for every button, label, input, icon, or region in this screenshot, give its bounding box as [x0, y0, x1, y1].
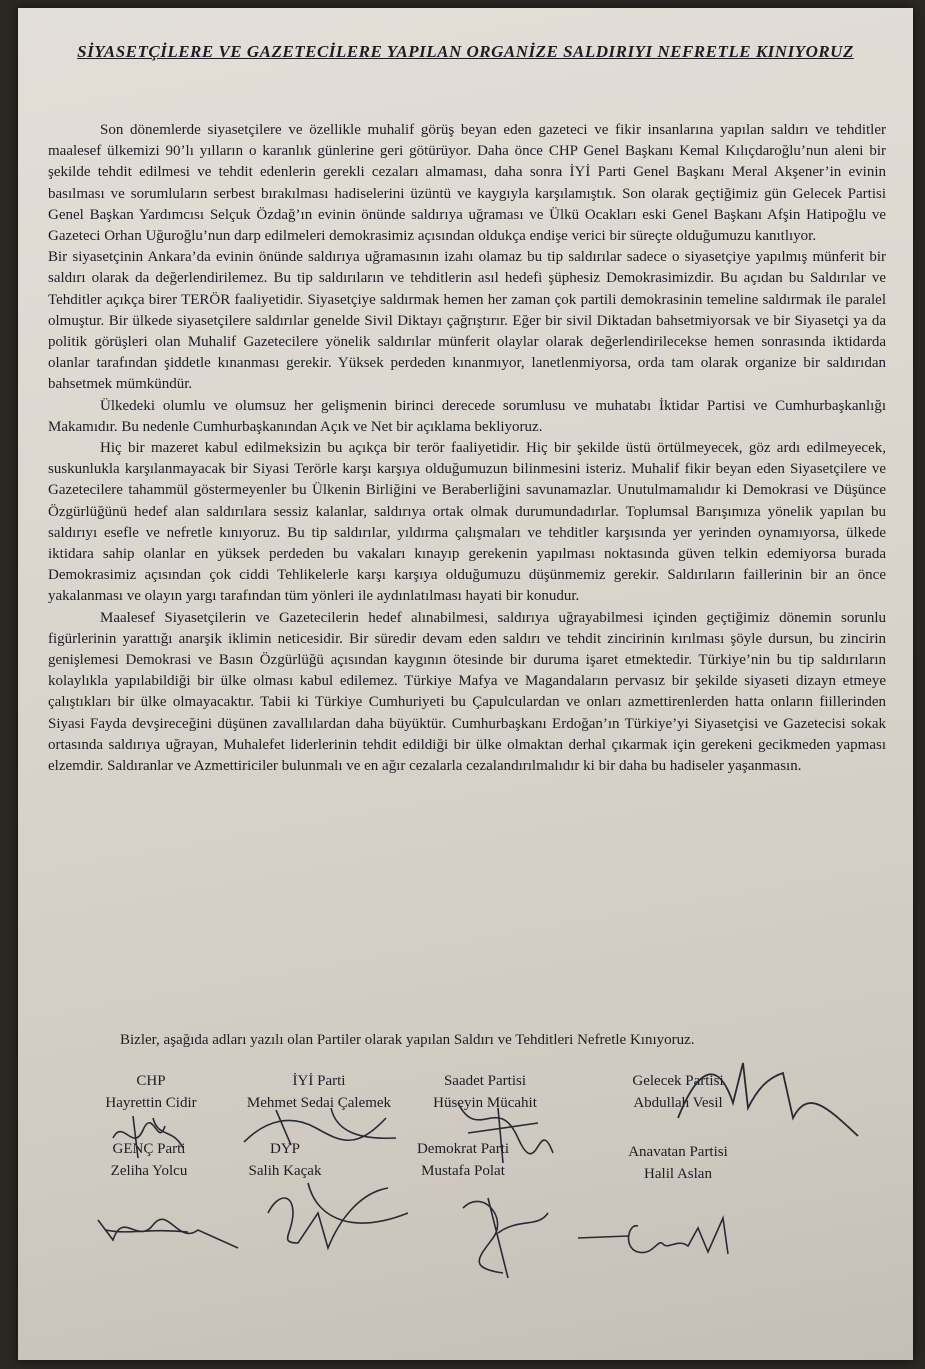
- signature-scribble: [236, 1100, 416, 1160]
- signatory-party: DYP: [269, 1141, 300, 1157]
- paragraph: Ülkedeki olumlu ve olumsuz her gelişmenin birinci derecede sorumlusu ve muhatabı İktidar Partisi ve Cumhurbaşkanlığı Makamıdır. Bu nedenle Cumhurbaşkanından Açık ve Net bir açıklama bekliyoruz.: [48, 397, 886, 435]
- signatory-name: Mustafa Polat: [421, 1163, 505, 1179]
- signature-scribble: [248, 1173, 418, 1263]
- document-page: [18, 8, 913, 1360]
- signatory-name: Hayrettin Cidir: [105, 1095, 197, 1111]
- signature-scribble: [103, 1108, 203, 1168]
- signature-scribble: [658, 1048, 868, 1138]
- signatory-name: Zeliha Yolcu: [110, 1163, 188, 1179]
- paragraph: Son dönemlerde siyasetçilere ve özellikle muhalif görüş beyan eden gazeteci ve fikir insanlarına yapılan saldırı ve tehditler maalesef ülkemizi 90’lı yılların o karanlık günlerine geri götürüyor. Daha önce CHP Genel Başkanı Kemal Kılıçdaroğlu’nun aleni bir şekilde tehdit edilmesi ve tehdit edenlerin gerekli cezaları almaması, daha sonra İYİ Parti Genel Başkanı Meral Akşener’in evinin basılması ve sorumluların serbest bırakılması hadiselerini üzüntü ve kaygıyla karşılamıştık. Son olarak geçtiğimiz gün Gelecek Partisi Genel Başkan Yardımcısı Selçuk Özdağ’ın evinin önünde saldırıya uğraması ve Ülkü Ocakları eski Genel Başkanı Afşin Hatipoğlu ve Gazeteci Orhan Uğuroğlu’nun darp edilmeleri demokrasimiz açısından oldukça endişe verici bir süreçte olduğumuzu kanıtlıyor.: [48, 122, 886, 245]
- signature-scribble: [568, 1208, 738, 1268]
- signatory-party: Saadet Partisi: [443, 1073, 527, 1089]
- signatory-party: GENÇ Parti: [112, 1141, 186, 1157]
- signatory-name: Halil Aslan: [644, 1166, 712, 1182]
- signatory-name: Abdullah Vesil: [633, 1095, 723, 1111]
- signature-scribble: [88, 1200, 248, 1260]
- document-body: [48, 120, 886, 777]
- paragraph: Bir siyasetçinin Ankara’da evinin önünde saldırıya uğramasının izahı olamaz bu tip saldırılar sadece o siyasetçiye yapılmış münferit bir saldırı olarak da değerlendirilemez. Bu tip saldırıların ve tehditlerin asıl hedefi şüphesiz Demokrasimizdir. Bu açıdan bu Saldırılar ve Tehditler açıkça birer TERÖR faaliyetidir. Siyasetçiye saldırmak hemen her zaman çok partili demokrasinin temeline saldırmak ile paralel olmuştur. Bir ülkede siyasetçilere saldırılar genelde Sivil Diktayı çağrıştırır. Eğer bir sivil Diktadan bahsetmiyorsak ve bir Siyasetçi ya da politik görüşleri olan Muhalif Gazetecilere yönelik saldırılar münferit olaylar olarak değerlendirilecekse hemen sonrasında iktidarda olanlar tarafından şiddetle kınanması gerekir. Yüksek perdeden kınanmıyor, lanetlenmiyorsa, orda tam olarak organize bir saldırıdan bahsetmek mümkündür.: [48, 249, 886, 393]
- signatory-party: Demokrat Parti: [416, 1141, 510, 1157]
- paragraph: Maalesef Siyasetçilerin ve Gazetecilerin hedef alınabilmesi, saldırıya uğrayabilmesi içinden geçtiğimiz dönemin sorunlu figürlerinin yarattığı anarşik iklimin neticesidir. Bir süredir devam eden saldırı ve tehdit zincirinin kırılması şöyle dursun, bu zincirin genişlemesi Demokrasi ve Basın Özgürlüğü açısından kaygının ötesinde bir duruma işaret etmektedir. Türkiye’nin bu tip saldırıların kolaylıkla yapılabildiği bir ülke olması kabul edilemez. Türkiye Mafya ve Magandaların pervasız bir şekilde siyaseti dizayn etmeye çalıştıkları bir ülke olmayacaktır. Tabii ki Türkiye Cumhuriyeti bu Çapulculardan ve onları azmettirenlerden hatta onların fiillerinden Siyasi Fayda devşireceğini düşünen zavallılardan daha büyüktür. Cumhurbaşkanı Erdoğan’ın Türkiye’yi Siyasetçisi ve Gazetecisi sokak ortasında saldırıya uğrayan, Muhalefet liderlerinin tehdit edildiği bir ülke olmaktan derhal çıkarmak için gerekeni gecikmeden yapması elzemdir. Saldıranlar ve Azmettiriciler bulunmalı ve en ağır cezalarla cezalandırılmalıdır ki bir daha bu hadiseler yaşanmasın.: [48, 609, 886, 775]
- paragraph: Hiç bir mazeret kabul edilmeksizin bu açıkça bir terör faaliyetidir. Hiç bir şekilde üstü örtülmeyecek, göz ardı edilmeyecek, suskunlukla karşılanmayacak bir Siyasi Terörle karşı karşıya olduğumuzun bilinmesini isteriz. Muhalif fikir beyan eden Siyasetçilere ve Gazetecilere tahammül göstermeyenler bu Ülkenin Birliğini ve Beraberliğini savunamazlar. Unutulmamalıdır ki Demokrasi ve Düşünce Özgürlüğünü hedef alan saldırılara sessiz kalanlar, saldırıya ortak olmak durumundadırlar. Toplumsal Barışımıza yönelik yapılan bu saldırıyı esefle ve nefretle kınıyoruz. Bu tip saldırılar, yıldırma çalışmaları ve tehditler karşısında yer yerinden oynamıyorsa, ülkede iktidara sahip olanlar en yüksek perdeden bu vakaları kınayıp gerekenin yapılması noktasında güven telkin edemiyorsa burada Demokrasimiz açısından çok ciddi Tehlikelerle karşı karşıya olduğumuzu düşünmemiz gerekir. Saldırıların faillerinin bir an önce yakalanması ve olayın yargı tarafından tüm yönleri ile aydınlatılması hayati bir konudur.: [48, 440, 886, 605]
- signatory-party: İYİ Parti: [292, 1073, 346, 1089]
- signatory-block: [583, 1141, 773, 1185]
- signatory-party: Anavatan Partisi: [628, 1144, 728, 1160]
- signatory-name: Mehmet Sedai Çalemek: [246, 1095, 392, 1111]
- closing-statement: Bizler, aşağıda adları yazılı olan Partiler olarak yapılan Saldırı ve Tehditleri Nefretle Kınıyoruz.: [120, 1032, 695, 1048]
- document-title: SİYASETÇİLERE VE GAZETECİLERE YAPILAN ORGANİZE SALDIRIYI NEFRETLE KINIYORUZ: [77, 42, 854, 61]
- signatory-name: Salih Kaçak: [248, 1163, 322, 1179]
- signatory-party: Gelecek Partisi: [632, 1073, 724, 1089]
- signature-scribble: [448, 1178, 558, 1288]
- signatory-party: CHP: [136, 1073, 166, 1089]
- signatory-name: Hüseyin Mücahit: [433, 1095, 537, 1111]
- signature-scribble: [438, 1093, 568, 1168]
